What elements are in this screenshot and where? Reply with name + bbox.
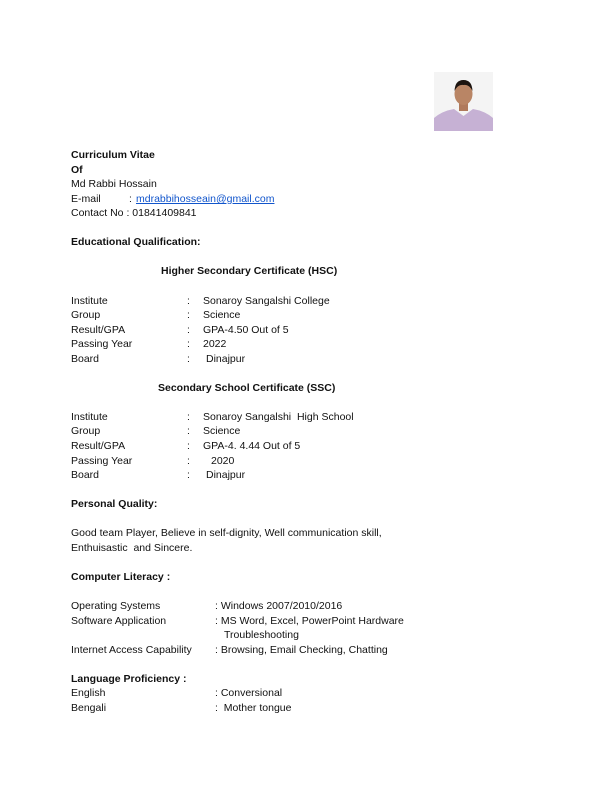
hsc-value-board: Dinajpur: [206, 353, 246, 365]
hsc-label-institute: Institute: [71, 295, 108, 307]
computer-value-internet: : Browsing, Email Checking, Chatting: [215, 644, 388, 656]
computer-value-software-continued: Troubleshooting: [224, 629, 299, 641]
language-label-bengali: Bengali: [71, 702, 107, 714]
email-link[interactable]: mdrabbihosseain@gmail.com: [136, 193, 275, 205]
hsc-colon: :: [187, 353, 190, 365]
ssc-label-group: Group: [71, 425, 101, 437]
ssc-value-institute: Sonaroy Sangalshi High School: [203, 411, 354, 423]
ssc-label-year: Passing Year: [71, 455, 133, 467]
ssc-label-result: Result/GPA: [71, 440, 126, 452]
hsc-colon: :: [187, 295, 190, 307]
ssc-value-group: Science: [203, 425, 241, 437]
education-heading: Educational Qualification:: [71, 236, 201, 248]
hsc-colon: :: [187, 338, 190, 350]
computer-label-software: Software Application: [71, 615, 167, 627]
hsc-value-institute: Sonaroy Sangalshi College: [203, 295, 330, 307]
ssc-colon: :: [187, 411, 190, 423]
title-of: Of: [71, 164, 83, 176]
hsc-value-year: 2022: [203, 338, 227, 350]
personal-quality-line-2: Enthuisastic and Sincere.: [71, 542, 193, 554]
hsc-label-result: Result/GPA: [71, 324, 126, 336]
hsc-colon: :: [187, 324, 190, 336]
computer-value-os: : Windows 2007/2010/2016: [215, 600, 343, 612]
ssc-value-board: Dinajpur: [206, 469, 246, 481]
language-label-english: English: [71, 687, 106, 699]
hsc-label-year: Passing Year: [71, 338, 133, 350]
ssc-colon: :: [187, 440, 190, 452]
email-separator: :: [129, 193, 132, 205]
ssc-title: Secondary School Certificate (SSC): [158, 382, 336, 394]
hsc-value-group: Science: [203, 309, 241, 321]
hsc-label-group: Group: [71, 309, 101, 321]
personal-quality-heading: Personal Quality:: [71, 498, 158, 510]
profile-photo: [434, 72, 493, 131]
ssc-label-board: Board: [71, 469, 100, 481]
ssc-label-institute: Institute: [71, 411, 108, 423]
computer-literacy-heading: Computer Literacy :: [71, 571, 171, 583]
computer-value-software: : MS Word, Excel, PowerPoint Hardware: [215, 615, 404, 627]
computer-label-os: Operating Systems: [71, 600, 161, 612]
ssc-colon: :: [187, 425, 190, 437]
ssc-value-year: 2020: [211, 455, 235, 467]
hsc-value-result: GPA-4.50 Out of 5: [203, 324, 289, 336]
ssc-value-result: GPA-4. 4.44 Out of 5: [203, 440, 301, 452]
personal-quality-line-1: Good team Player, Believe in self-dignity, Well communication skill,: [71, 527, 382, 539]
full-name: Md Rabbi Hossain: [71, 178, 157, 190]
language-value-english: : Conversional: [215, 687, 283, 699]
contact-number: Contact No : 01841409841: [71, 207, 197, 219]
language-heading: Language Proficiency :: [71, 673, 187, 685]
hsc-title: Higher Secondary Certificate (HSC): [161, 265, 338, 277]
language-value-bengali: : Mother tongue: [215, 702, 292, 714]
document-title: Curriculum Vitae: [71, 149, 155, 161]
email-label: E-mail: [71, 193, 101, 205]
ssc-colon: :: [187, 469, 190, 481]
ssc-colon: :: [187, 455, 190, 467]
hsc-colon: :: [187, 309, 190, 321]
hsc-label-board: Board: [71, 353, 100, 365]
computer-label-internet: Internet Access Capability: [71, 644, 192, 656]
